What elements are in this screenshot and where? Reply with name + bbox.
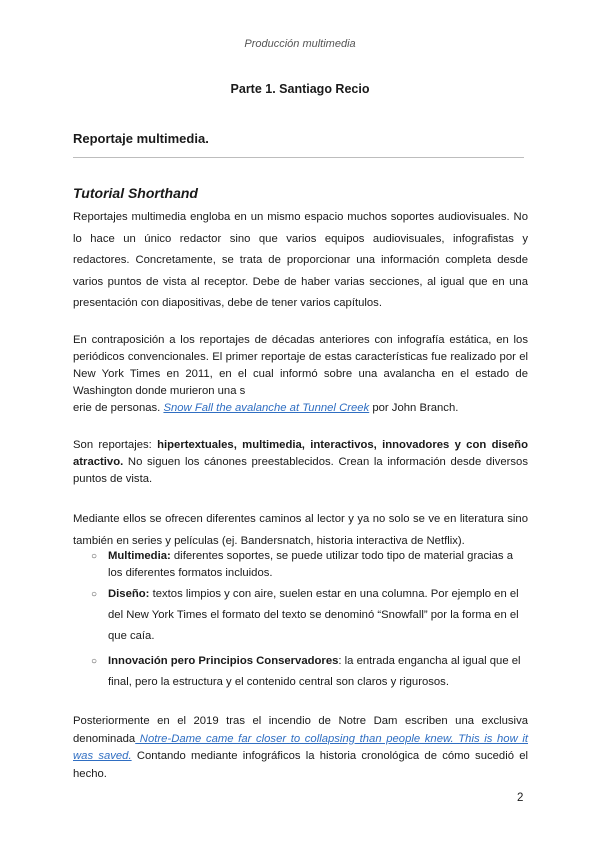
notre-dame-rest: Contando mediante infográficos la historia cronológica de cómo sucedió el hecho. [73, 750, 529, 780]
paragraph-notre-dame [73, 713, 528, 783]
page-number: 2 [517, 792, 524, 804]
paragraph-features [73, 437, 528, 488]
section-divider [73, 157, 524, 158]
list-item [91, 651, 528, 693]
notre-dame-link[interactable]: Notre-Dame came far closer to collapsing than people knew. This is how it was saved. [73, 732, 528, 762]
paragraph-history-continued: erie de personas. [73, 402, 164, 414]
list-item-term: Innovación pero Principios Conservadores [108, 655, 339, 667]
list-item-text: textos limpios y con aire, suelen estar en una columna. Por ejemplo en el del New York Times el formato del texto se denominó “Snowfall” por la forma en el que caía. [108, 588, 519, 642]
section-title: Reportaje multimedia. [73, 131, 209, 146]
features-bold: hipertextuales, multimedia, interactivos, innovadores y con diseño atractivo. [73, 439, 528, 468]
paragraph-history-author: por John Branch. [369, 402, 459, 414]
snow-fall-link[interactable]: Snow Fall the avalanche at Tunnel Creek [163, 402, 370, 414]
list-item-term: Multimedia: [108, 550, 171, 562]
features-rest: No siguen los cánones preestablecidos. Crean la información desde diversos puntos de vista. [73, 456, 528, 485]
subsection-title: Tutorial Shorthand [73, 185, 198, 201]
paragraph-paths: Mediante ellos se ofrecen diferentes caminos al lector y ya no solo se ve en literatura sino también en series y películas (ej. Bandersnatch, historia interactiva de Netflix). [73, 513, 528, 547]
feature-list [91, 548, 528, 693]
circle-bullet-icon: ○ [91, 656, 98, 667]
list-item-text: diferentes soportes, se puede utilizar todo tipo de material gracias a los diferentes formatos incluidos. [108, 550, 514, 579]
list-item-text: : la entrada engancha al igual que el final, pero la estructura y el contenido central son claros y rigurosos. [108, 655, 521, 688]
circle-bullet-icon: ○ [91, 551, 98, 562]
paragraph-history-text: En contraposición a los reportajes de décadas anteriores con infografía estática, en los periódicos convencionales. El primer reportaje de estas características fue realizado por el New York Times en 2011, en el cual informó sobre una avalancha en el estado de Washington donde murieron una s [73, 334, 528, 397]
list-item [91, 548, 528, 582]
list-item [91, 584, 528, 647]
paragraph-intro: Reportajes multimedia engloba en un mismo espacio muchos soportes audiovisuales. No lo hace un único redactor sino que varios equipos audiovisuales, infografistas y redactores. Concretamente, se trata de proporcionar una información completa desde varios puntos de vista al receptor. Debe de haber varias secciones, al igual que en una presentación con diapositivas, debe de tener varios capítulos. [73, 211, 528, 309]
features-lead: Son reportajes: [73, 439, 158, 451]
notre-dame-lead: Posteriormente en el 2019 tras el incendio de Notre Dam escriben una exclusiva denominada [73, 715, 528, 745]
list-item-term: Diseño: [108, 588, 150, 600]
paragraph-history [73, 332, 528, 417]
circle-bullet-icon: ○ [91, 589, 98, 600]
running-header: Producción multimedia [244, 38, 356, 50]
part-title: Parte 1. Santiago Recio [230, 82, 370, 96]
